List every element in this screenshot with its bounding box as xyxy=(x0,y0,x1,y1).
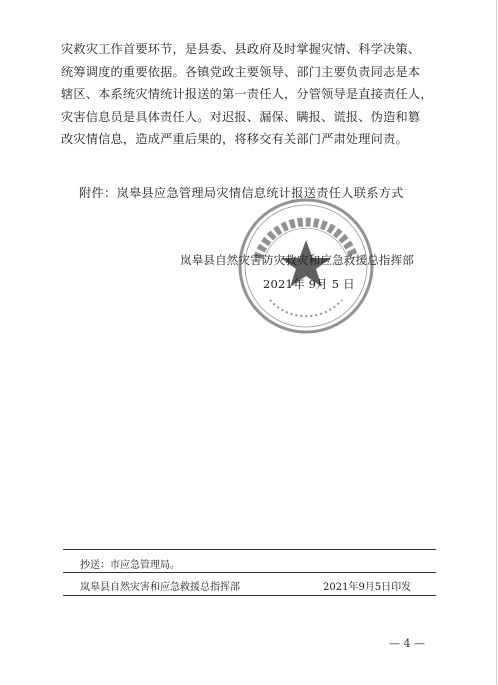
body-line: 灾害信息员是具体责任人。对迟报、漏保、瞒报、谎报、伪造和篡 xyxy=(61,109,421,124)
issuer-name: 岚皋县自然灾害防灾救灾和应急救援总指挥部 xyxy=(180,253,414,267)
issue-date: 2021年 9月 5 日 xyxy=(263,277,355,291)
divider-bottom xyxy=(63,595,436,596)
cc-recipients: 抄送：市应急管理局。 xyxy=(80,560,180,571)
page-number: — 4 — xyxy=(389,637,425,650)
body-line: 改灾情信息，造成严重后果的，将移交有关部门严肃处理问责。 xyxy=(61,132,408,146)
body-line: 统筹调度的重要依据。各镇党政主要领导、部门主要负责同志是本 xyxy=(61,64,421,79)
page-edge xyxy=(496,0,497,685)
body-line: 辖区、本系统灾情统计报送的第一责任人，分管领导是直接责任人， xyxy=(61,87,433,101)
printing-organization: 岚皋县自然灾害和应急救援总指挥部 xyxy=(80,582,240,593)
divider-middle xyxy=(63,572,436,573)
attachment-note: 附件：岚皋县应急管理局灾情信息统计报送责任人联系方式 xyxy=(79,186,404,200)
printing-date: 2021年9月5日印发 xyxy=(323,582,412,593)
divider-top xyxy=(63,549,436,550)
body-line: 灾救灾工作首要环节，是县委、县政府及时掌握灾情、科学决策、 xyxy=(61,42,421,56)
body-paragraph xyxy=(61,38,445,151)
